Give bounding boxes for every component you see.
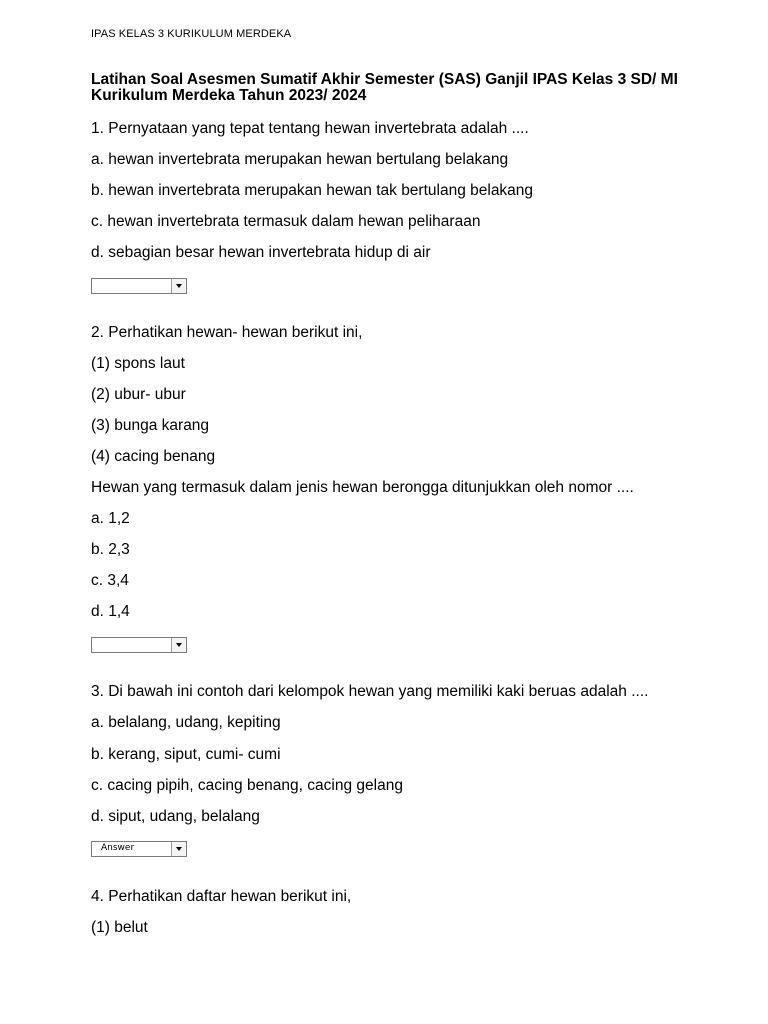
title-line-2: Kurikulum Merdeka Tahun 2023/ 2024 — [91, 87, 367, 104]
q2-option-d: d. 1,4 — [91, 603, 130, 620]
q2-option-c: c. 3,4 — [91, 572, 129, 589]
page-header: IPAS KELAS 3 KURIKULUM MERDEKA — [91, 28, 292, 40]
chevron-down-icon[interactable] — [171, 279, 186, 293]
q3-option-a: a. belalang, udang, kepiting — [91, 714, 281, 731]
q2-item-1: (1) spons laut — [91, 355, 185, 372]
q2-option-a: a. 1,2 — [91, 510, 130, 527]
q3-option-d: d. siput, udang, belalang — [91, 808, 260, 825]
q4-item-1: (1) belut — [91, 919, 148, 936]
chevron-down-icon[interactable] — [171, 638, 186, 652]
question-1: 1. Pernyataan yang tepat tentang hewan invertebrata adalah .... — [91, 120, 529, 137]
q3-answer-value: Answer — [101, 843, 135, 853]
question-2: 2. Perhatikan hewan- hewan berikut ini, — [91, 324, 363, 341]
q1-option-c: c. hewan invertebrata termasuk dalam hewan peliharaan — [91, 213, 481, 230]
q1-option-a: a. hewan invertebrata merupakan hewan bertulang belakang — [91, 151, 509, 168]
q3-option-b: b. kerang, siput, cumi- cumi — [91, 746, 281, 763]
q2-answer-dropdown[interactable] — [91, 637, 187, 653]
q1-answer-dropdown[interactable] — [91, 278, 187, 294]
q2-item-4: (4) cacing benang — [91, 448, 216, 465]
title-line-1: Latihan Soal Asesmen Sumatif Akhir Semester (SAS) Ganjil IPAS Kelas 3 SD/ MI — [91, 71, 678, 88]
q3-option-c: c. cacing pipih, cacing benang, cacing gelang — [91, 777, 403, 794]
q1-option-d: d. sebagian besar hewan invertebrata hidup di air — [91, 244, 431, 261]
question-3: 3. Di bawah ini contoh dari kelompok hewan yang memiliki kaki beruas adalah .... — [91, 683, 649, 700]
document-title — [91, 72, 721, 104]
q3-answer-dropdown[interactable] — [91, 841, 187, 857]
q2-prompt: Hewan yang termasuk dalam jenis hewan berongga ditunjukkan oleh nomor .... — [91, 479, 634, 496]
q2-option-b: b. 2,3 — [91, 541, 130, 558]
chevron-down-icon[interactable] — [171, 842, 186, 856]
q2-item-3: (3) bunga karang — [91, 417, 210, 434]
q1-option-b: b. hewan invertebrata merupakan hewan tak bertulang belakang — [91, 182, 534, 199]
question-4: 4. Perhatikan daftar hewan berikut ini, — [91, 888, 352, 905]
q2-item-2: (2) ubur- ubur — [91, 386, 186, 403]
